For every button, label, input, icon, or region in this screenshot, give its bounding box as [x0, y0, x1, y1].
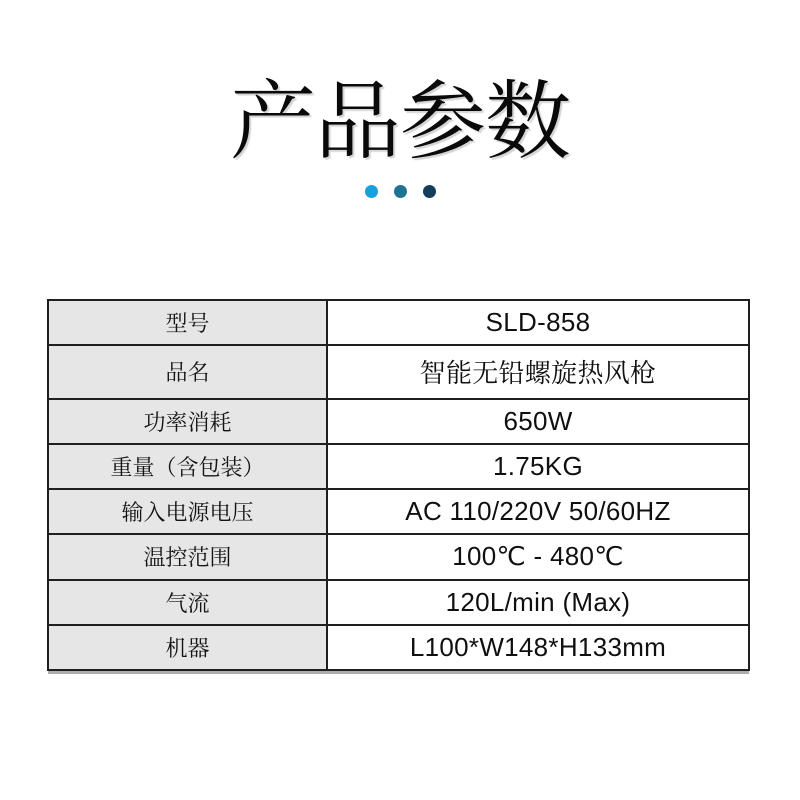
spec-value-cell: 650W	[327, 399, 749, 444]
spec-table	[47, 299, 750, 671]
spec-label-cell: 重量（含包装）	[48, 444, 327, 489]
spec-label-cell: 温控范围	[48, 534, 327, 579]
table-row	[48, 580, 749, 625]
title-dots	[0, 185, 800, 198]
spec-value-cell: AC 110/220V 50/60HZ	[327, 489, 749, 534]
spec-value-cell: SLD-858	[327, 300, 749, 345]
spec-value-cell: 100℃ - 480℃	[327, 534, 749, 579]
page-title: 产品参数	[230, 74, 570, 170]
table-row	[48, 345, 749, 398]
dot-light-blue-icon	[365, 185, 378, 198]
table-row	[48, 300, 749, 345]
spec-label-cell: 功率消耗	[48, 399, 327, 444]
spec-label-cell: 输入电源电压	[48, 489, 327, 534]
spec-label-cell: 气流	[48, 580, 327, 625]
spec-value-cell: 智能无铅螺旋热风枪	[327, 345, 749, 398]
dot-medium-blue-icon	[394, 185, 407, 198]
spec-table-body	[48, 300, 749, 670]
spec-value-cell: 1.75KG	[327, 444, 749, 489]
table-row	[48, 534, 749, 579]
table-row	[48, 489, 749, 534]
spec-label-cell: 型号	[48, 300, 327, 345]
spec-label-cell: 品名	[48, 345, 327, 398]
dot-dark-blue-icon	[423, 185, 436, 198]
table-row	[48, 399, 749, 444]
table-row	[48, 444, 749, 489]
spec-value-cell: L100*W148*H133mm	[327, 625, 749, 670]
table-row	[48, 625, 749, 670]
spec-value-cell: 120L/min (Max)	[327, 580, 749, 625]
spec-label-cell: 机器	[48, 625, 327, 670]
